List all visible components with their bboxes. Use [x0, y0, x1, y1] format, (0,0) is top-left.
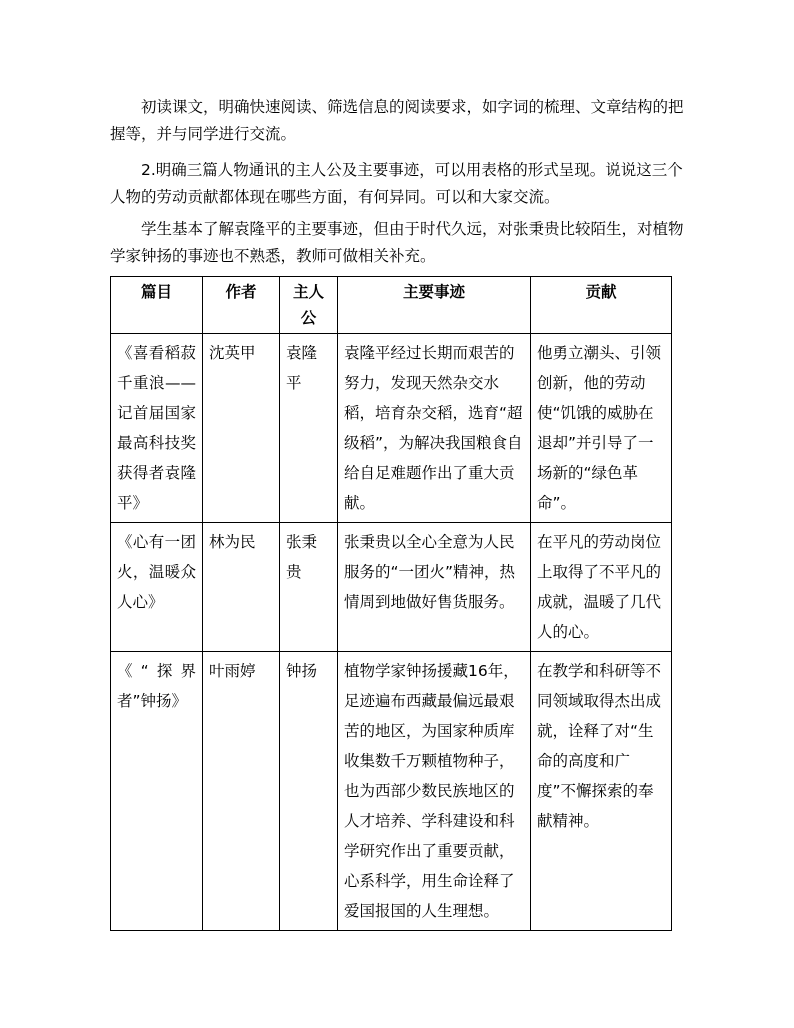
header-main-deeds: 主要事迹: [338, 277, 531, 334]
table-header-row: [111, 277, 672, 334]
header-contribution: 贡献: [531, 277, 672, 334]
paragraph-task-two: 2.明确三篇人物通讯的主人公及主要事迹，可以用表格的形式呈现。说说这三个人物的劳动贡献都体现在哪些方面，有何异同。可以和大家交流。: [110, 161, 683, 206]
cell-protagonist: 袁隆平: [280, 334, 338, 523]
header-author: 作者: [203, 277, 280, 334]
cell-protagonist: 钟扬: [280, 652, 338, 931]
paragraph-reading-requirements: 初读课文，明确快速阅读、筛选信息的阅读要求，如字词的梳理、文章结构的把握等，并与同学进行交流。: [110, 98, 684, 143]
cell-author: 沈英甲: [203, 334, 280, 523]
header-protagonist: 主人公: [280, 277, 338, 334]
cell-contribution: 在平凡的劳动岗位上取得了不平凡的成就，温暖了几代人的心。: [531, 523, 672, 652]
cell-author: 林为民: [203, 523, 280, 652]
cell-author: 叶雨婷: [203, 652, 280, 931]
cell-contribution: 在教学和科研等不同领域取得杰出成就，诠释了对“生命的高度和广度”不懈探索的奉献精神。: [531, 652, 672, 931]
cell-protagonist: 张秉贵: [280, 523, 338, 652]
comparison-table: [110, 276, 672, 931]
cell-contribution: 他勇立潮头、引领创新，他的劳动使“饥饿的威胁在退却”并引导了一场新的“绿色革命”。: [531, 334, 672, 523]
paragraph-teacher-note: 学生基本了解袁隆平的主要事迹，但由于时代久远，对张秉贵比较陌生，对植物学家钟扬的事迹也不熟悉，教师可做相关补充。: [110, 220, 684, 265]
cell-title: 《“探界者”钟扬》: [111, 652, 203, 931]
cell-main-deeds: 袁隆平经过长期而艰苦的努力，发现天然杂交水稻，培育杂交稻，选育“超级稻”，为解决我国粮食自给自足难题作出了重大贡献。: [338, 334, 531, 523]
cell-title: 《心有一团火，温暖众人心》: [111, 523, 203, 652]
cell-main-deeds: 植物学家钟扬援藏16年，足迹遍布西藏最偏远最艰苦的地区，为国家种质库收集数千万颗植物种子，也为西部少数民族地区的人才培养、学科建设和科学研究作出了重要贡献，心系科学，用生命诠释了爱国报国的人生理想。: [338, 652, 531, 931]
table-row: [111, 523, 672, 652]
table-row: [111, 334, 672, 523]
cell-title: 《喜看稻菽千重浪——记首届国家最高科技奖获得者袁隆平》: [111, 334, 203, 523]
table-row: [111, 652, 672, 931]
cell-main-deeds: 张秉贵以全心全意为人民服务的“一团火”精神，热情周到地做好售货服务。: [338, 523, 531, 652]
header-title: 篇目: [111, 277, 203, 334]
